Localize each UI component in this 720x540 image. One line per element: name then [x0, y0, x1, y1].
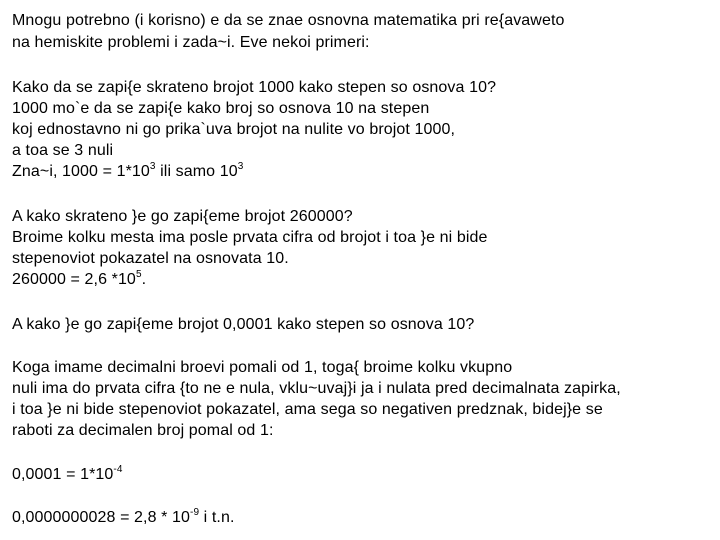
example3-question: A kako }e go zapi{eme brojot 0,0001 kako stepen so osnova 10? [12, 316, 475, 333]
example3-formula-1-exponent: -4 [113, 463, 123, 475]
example1-line-2: 1000 mo`e da se zapi{e kako broj so osnova 10 na stepen [12, 100, 430, 117]
example3-formula-2-exponent: -9 [190, 506, 200, 518]
example2-formula [12, 270, 146, 290]
example2-formula-exponent: 5 [135, 268, 142, 280]
example1-formula-exponent-1: 3 [149, 160, 156, 172]
example3-formula-1 [12, 465, 123, 485]
example1-line-4: a toa se 3 nuli [12, 142, 114, 159]
example3-formula-2 [12, 508, 235, 528]
example1-formula-exponent-2: 3 [237, 160, 244, 172]
example1-line-3: koj ednostavno ni go prika`uva brojot na nulite vo brojot 1000, [12, 121, 456, 138]
example3-formula-2-suffix: i t.n. [199, 509, 235, 526]
example3-line-4: raboti za decimalen broj pomal od 1: [12, 422, 274, 439]
example3-line-3: i toa }e ni bide stepenoviot pokazatel, ama sega so negativen predznak, bidej}e se [12, 401, 603, 418]
intro-line-2: na hemiskite problemi i zada~i. Eve nekoi primeri: [12, 34, 370, 51]
example2-formula-suffix: . [141, 271, 147, 288]
example1-question: Kako da se zapi{e skrateno brojot 1000 kako stepen so osnova 10? [12, 79, 497, 96]
example2-line-3: stepenoviot pokazatel na osnovata 10. [12, 250, 289, 267]
example2-line-2: Broime kolku mesta ima posle prvata cifra od brojot i toa }e ni bide [12, 229, 488, 246]
example1-formula-middle: ili samo 10 [155, 163, 238, 180]
intro-line-1: Mnogu potrebno (i korisno) e da se znae osnovna matematika pri re{avaweto [12, 12, 565, 29]
example3-line-2: nuli ima do prvata cifra {to ne e nula, vklu~uvaj}i ja i nulata pred decimalnata zapirka, [12, 380, 621, 397]
example1-formula [12, 162, 243, 182]
example3-line-1: Koga imame decimalni broevi pomali od 1, toga{ broime kolku vkupno [12, 359, 513, 376]
example1-formula-prefix: Zna~i, 1000 = 1*10 [12, 163, 150, 180]
example3-formula-2-prefix: 0,0000000028 = 2,8 * 10 [12, 509, 191, 526]
example2-question: A kako skrateno }e go zapi{eme brojot 260000? [12, 208, 353, 225]
example3-formula-1-prefix: 0,0001 = 1*10 [12, 466, 114, 483]
example2-formula-prefix: 260000 = 2,6 *10 [12, 271, 136, 288]
